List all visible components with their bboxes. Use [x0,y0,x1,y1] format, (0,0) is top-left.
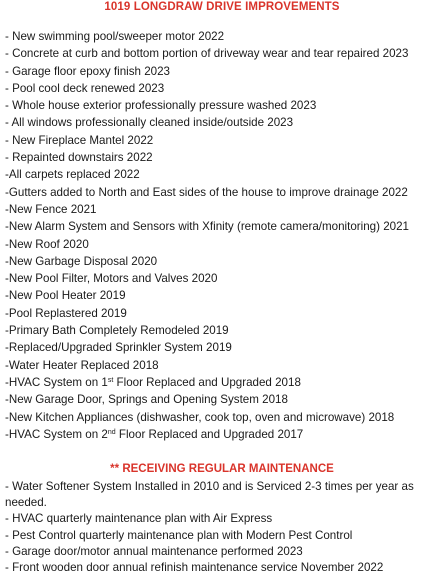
list-item: -New Kitchen Appliances (dishwasher, cook top, oven and microwave) 2018 [5,410,395,424]
list-item: -New Fence 2021 [5,202,97,216]
list-item: - Concrete at curb and bottom portion of driveway wear and tear repaired 2023 [5,47,409,61]
list-item: -New Alarm System and Sensors with Xfinity (remote camera/monitoring) 2021 [5,220,410,234]
list-item: - Whole house exterior professionally pressure washed 2023 [5,99,317,113]
list-item: -New Pool Heater 2019 [5,289,126,303]
list-item: -Replaced/Upgraded Sprinkler System 2019 [5,341,232,355]
list-item: - Front wooden door annual refinish maintenance service November 2022 [5,561,384,575]
list-item: -All carpets replaced 2022 [5,168,140,182]
list-item: - Repainted downstairs 2022 [5,151,153,165]
list-item: -New Pool Filter, Motors and Valves 2020 [5,272,218,286]
list-item: - New Fireplace Mantel 2022 [5,133,154,147]
list-item: - Pool cool deck renewed 2023 [5,81,165,95]
list-item: - Water Softener System Installed in 2010 and is Serviced 2-3 times per year as needed. [5,480,414,510]
list-item: - All windows professionally cleaned inside/outside 2023 [5,116,294,130]
list-item: -New Garage Door, Springs and Opening System 2018 [5,393,288,407]
list-item: -HVAC System on 2nd Floor Replaced and Upgraded 2017 [5,427,304,441]
maintenance-heading: ** RECEIVING REGULAR MAINTENANCE [110,463,334,475]
list-item: -Water Heater Replaced 2018 [5,358,159,372]
list-item: -Pool Replastered 2019 [5,306,127,320]
improvements-list [5,28,444,443]
list-item: - HVAC quarterly maintenance plan with Air Express [5,512,273,526]
list-item: - Garage door/motor annual maintenance performed 2023 [5,544,303,558]
document-title: 1019 LONGDRAW DRIVE IMPROVEMENTS [104,1,340,13]
list-item: -New Garbage Disposal 2020 [5,254,158,268]
list-item: - New swimming pool/sweeper motor 2022 [5,30,225,43]
list-item: -HVAC System on 1st Floor Replaced and Upgraded 2018 [5,375,301,389]
list-item: - Garage floor epoxy finish 2023 [5,64,170,78]
maintenance-list [5,479,441,576]
list-item: -New Roof 2020 [5,237,89,251]
list-item: - Pest Control quarterly maintenance plan with Modern Pest Control [5,528,353,542]
list-item: -Gutters added to North and East sides of the house to improve drainage 2022 [5,185,408,199]
list-item: -Primary Bath Completely Remodeled 2019 [5,324,229,338]
